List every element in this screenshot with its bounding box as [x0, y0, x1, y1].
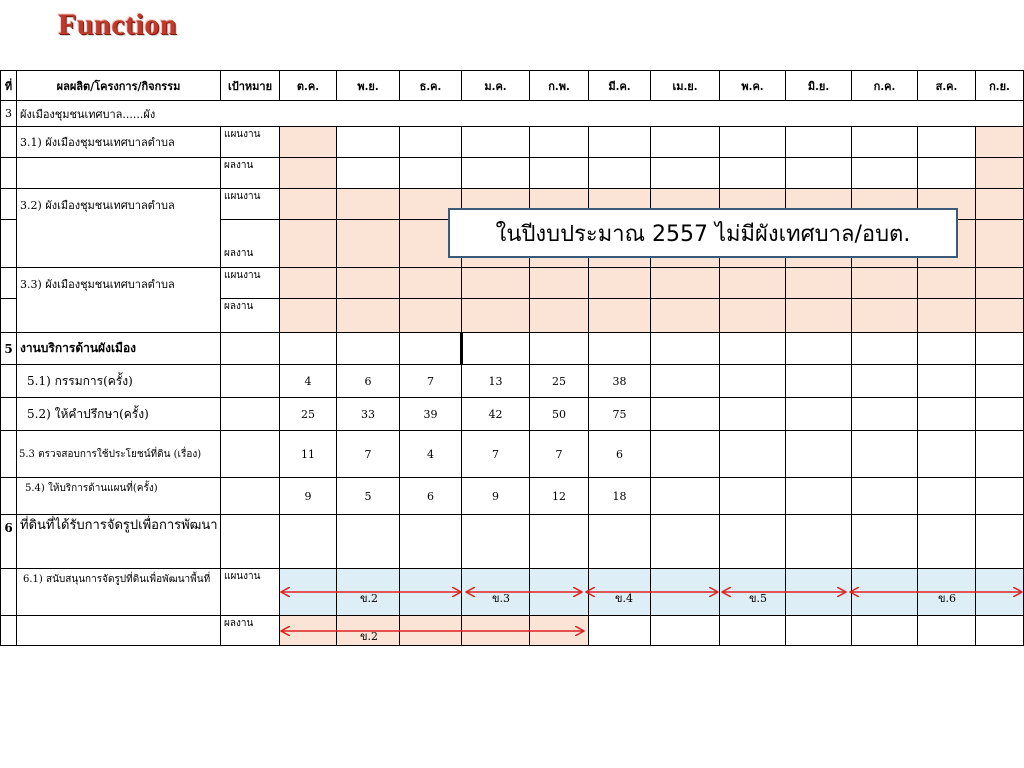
header-target: เป้าหมาย: [221, 71, 280, 101]
table-row: [1, 101, 1024, 127]
header-month: ม.ค.: [462, 71, 530, 101]
table-row: [1, 569, 1024, 616]
schedule-table: [0, 70, 1024, 646]
cell-value: 11: [280, 431, 337, 478]
header-month: ก.ย.: [976, 71, 1024, 101]
header-month: ธ.ค.: [400, 71, 462, 101]
arrow-label: ข.3: [492, 592, 511, 605]
cell-value: 7: [400, 365, 462, 398]
arrow-label: ข.4: [615, 592, 634, 605]
cell-value: 33: [337, 398, 400, 431]
plan-label: แผนงาน: [221, 127, 280, 158]
row-label: ที่ดินที่ได้รับการจัดรูปเพื่อการพัฒนา: [17, 515, 221, 569]
header-month: พ.ค.: [720, 71, 786, 101]
cell-value: 18: [589, 478, 651, 515]
table-row: [1, 616, 1024, 646]
cell-value: 25: [280, 398, 337, 431]
cell-value: 39: [400, 398, 462, 431]
cell-value: 6: [400, 478, 462, 515]
table-row: [1, 158, 1024, 189]
table-row: [1, 398, 1024, 431]
table-row: [1, 478, 1024, 515]
cell-value: 4: [400, 431, 462, 478]
row-label: 5.1) กรรมการ(ครั้ง): [17, 365, 221, 398]
cell-value: 7: [337, 431, 400, 478]
slide-title: Function: [58, 8, 178, 41]
header-month: ต.ค.: [280, 71, 337, 101]
cell-value: 38: [589, 365, 651, 398]
row-label: ผังเมืองชุมชนเทศบาล......ผัง: [17, 101, 1024, 127]
cell-value: 6: [337, 365, 400, 398]
cell-value: 13: [462, 365, 530, 398]
cell-value: 12: [530, 478, 589, 515]
arrow-label: ข.5: [749, 592, 768, 605]
plan-label: แผนงาน: [221, 569, 280, 616]
row-label: 5.3 ตรวจสอบการใช้ประโยชน์ที่ดิน (เรื่อง): [17, 431, 221, 478]
table-row: [1, 431, 1024, 478]
header-no: ที่: [1, 71, 17, 101]
cell-value: 4: [280, 365, 337, 398]
row-label: 3.3) ผังเมืองชุมชนเทศบาลตำบล: [17, 268, 221, 333]
header-row: [1, 71, 1024, 101]
cell-value: 25: [530, 365, 589, 398]
table-row: [1, 127, 1024, 158]
row-label: 5.2) ให้คำปรึกษา(ครั้ง): [17, 398, 221, 431]
cell-value: 7: [530, 431, 589, 478]
row-label: 3.1) ผังเมืองชุมชนเทศบาลตำบล: [17, 127, 221, 158]
cell-value: 42: [462, 398, 530, 431]
cell-value: 50: [530, 398, 589, 431]
row-number: 3: [1, 101, 17, 127]
plan-label: แผนงาน: [221, 189, 280, 220]
table-row: [1, 365, 1024, 398]
header-month: ส.ค.: [918, 71, 976, 101]
header-month: เม.ย.: [651, 71, 720, 101]
arrow-label: ข.6: [938, 592, 957, 605]
plan-label: แผนงาน: [221, 268, 280, 299]
row-label: 5.4) ให้บริการด้านแผนที่(ครั้ง): [17, 478, 221, 515]
arrow-label: ข.2: [360, 630, 379, 643]
result-label: ผลงาน: [221, 299, 280, 333]
header-month: มี.ค.: [589, 71, 651, 101]
cell-value: 9: [280, 478, 337, 515]
callout-box: ในปีงบประมาณ 2557 ไม่มีผังเทศบาล/อบต.: [448, 208, 958, 258]
row-label: 3.2) ผังเมืองชุมชนเทศบาลตำบล: [17, 189, 221, 268]
cell-value: 9: [462, 478, 530, 515]
cell-value: 75: [589, 398, 651, 431]
table-row: [1, 268, 1024, 299]
result-label: ผลงาน: [221, 220, 280, 268]
row-label: 6.1) สนับสนุนการจัดรูปที่ดินเพื่อพัฒนาพื้นที่: [17, 569, 221, 616]
result-label: ผลงาน: [221, 616, 280, 646]
table-row: [1, 515, 1024, 569]
row-number: 5: [1, 333, 17, 365]
table-row: [1, 333, 1024, 365]
result-label: ผลงาน: [221, 158, 280, 189]
header-item: ผลผลิต/โครงการ/กิจกรรม: [17, 71, 221, 101]
header-month: มิ.ย.: [786, 71, 852, 101]
cell-value: 7: [462, 431, 530, 478]
header-month: พ.ย.: [337, 71, 400, 101]
row-label: งานบริการด้านผังเมือง: [17, 333, 221, 365]
cell-value: 5: [337, 478, 400, 515]
row-number: 6: [1, 515, 17, 569]
cell-value: 6: [589, 431, 651, 478]
arrow-label: ข.2: [360, 592, 379, 605]
header-month: ก.พ.: [530, 71, 589, 101]
header-month: ก.ค.: [852, 71, 918, 101]
